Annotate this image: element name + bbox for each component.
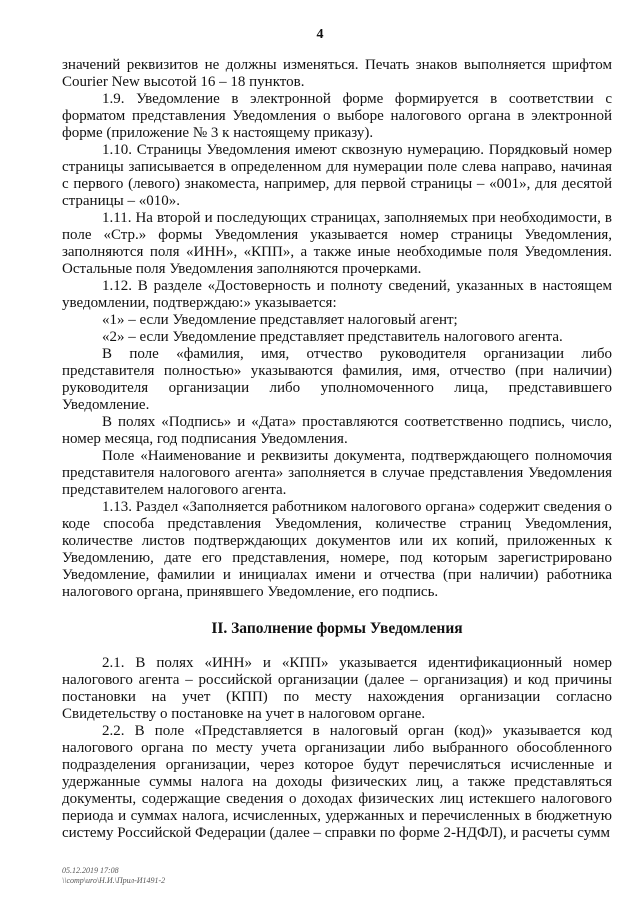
footer-path: \\comp\uro\Н.И.\Прил-И1491-2 (62, 876, 166, 885)
section-heading: II. Заполнение формы Уведомления (211, 620, 463, 637)
paragraph: 1.11. На второй и последующих страницах, заполняемых при необходимости, в поле «Стр.» формы Уведомления указывается номер страницы Уведомления, заполняются поля «ИНН», «КПП», а также иные необходимые поля Уведомления. Остальные поля Уведомления заполняются прочерками. (62, 210, 612, 277)
paragraphs-top (62, 57, 612, 601)
paragraph: 2.1. В полях «ИНН» и «КПП» указывается идентификационный номер налогового агента – российской организации (далее – организация) и код причины постановки на учет (КПП) по месту нахождения организации согласно Свидетельству о постановке на учет в налоговом органе. (62, 655, 612, 722)
paragraph: 2.2. В поле «Представляется в налоговый орган (код)» указывается код налогового органа по месту учета организации либо выбранного обособленного подразделения организации, через которое будут перечисляться исчисленные и удержанные суммы налога на доходы физических лиц, а также представляться документы, содержащие сведения о доходах физических лиц истекшего налогового периода и суммах налога, исчисленных, удержанных и перечисленных в бюджетную систему Российской Федерации (далее – справки по форме 2-НДФЛ), и расчеты сумм (62, 723, 612, 841)
paragraph: 1.13. Раздел «Заполняется работником налогового органа» содержит сведения о коде способа представления Уведомления, количестве страниц Уведомления, количестве листов подтверждающих документов или их копий, приложенных к Уведомлению, дате его представления, номере, под которым зарегистрировано Уведомление, фамилии и инициалах имени и отчества (при наличии) работника налогового органа, принявшего Уведомление, его подпись. (62, 499, 612, 600)
paragraphs-bottom (62, 655, 612, 842)
document-body (62, 57, 612, 842)
footer-date: 05.12.2019 17:08 (62, 866, 119, 875)
paragraph: 1.9. Уведомление в электронной форме формируется в соответствии с форматом представления Уведомления о выборе налогового органа в электронной форме (приложение № 3 к настоящему приказу). (62, 91, 612, 141)
paragraph: 1.10. Страницы Уведомления имеют сквозную нумерацию. Порядковый номер страницы записывается в определенном для нумерации поле слева направо, начиная с первого (левого) знакоместа, например, для первой страницы – «001», для десятой страницы – «010». (62, 142, 612, 209)
paragraph: значений реквизитов не должны изменяться. Печать знаков выполняется шрифтом Courier New высотой 16 – 18 пунктов. (62, 57, 612, 90)
paragraph: В полях «Подпись» и «Дата» проставляются соответственно подпись, число, номер месяца, год подписания Уведомления. (62, 414, 612, 447)
page-number: 4 (316, 27, 324, 42)
paragraph: Поле «Наименование и реквизиты документа, подтверждающего полномочия представителя налогового агента» заполняется в случае представления Уведомления представителем налогового агента. (62, 448, 612, 498)
paragraph: В поле «фамилия, имя, отчество руководителя организации либо представителя полностью» указываются фамилия, имя, отчество (при наличии) руководителя организации либо уполномоченного лица, представившего Уведомление. (62, 346, 612, 413)
paragraph: «1» – если Уведомление представляет налоговый агент; (102, 312, 458, 328)
paragraph: «2» – если Уведомление представляет представитель налогового агента. (102, 329, 563, 345)
footer-stamp (62, 866, 165, 886)
paragraph: 1.12. В разделе «Достоверность и полноту сведений, указанных в настоящем уведомлении, подтверждаю:» указывается: (62, 278, 612, 311)
